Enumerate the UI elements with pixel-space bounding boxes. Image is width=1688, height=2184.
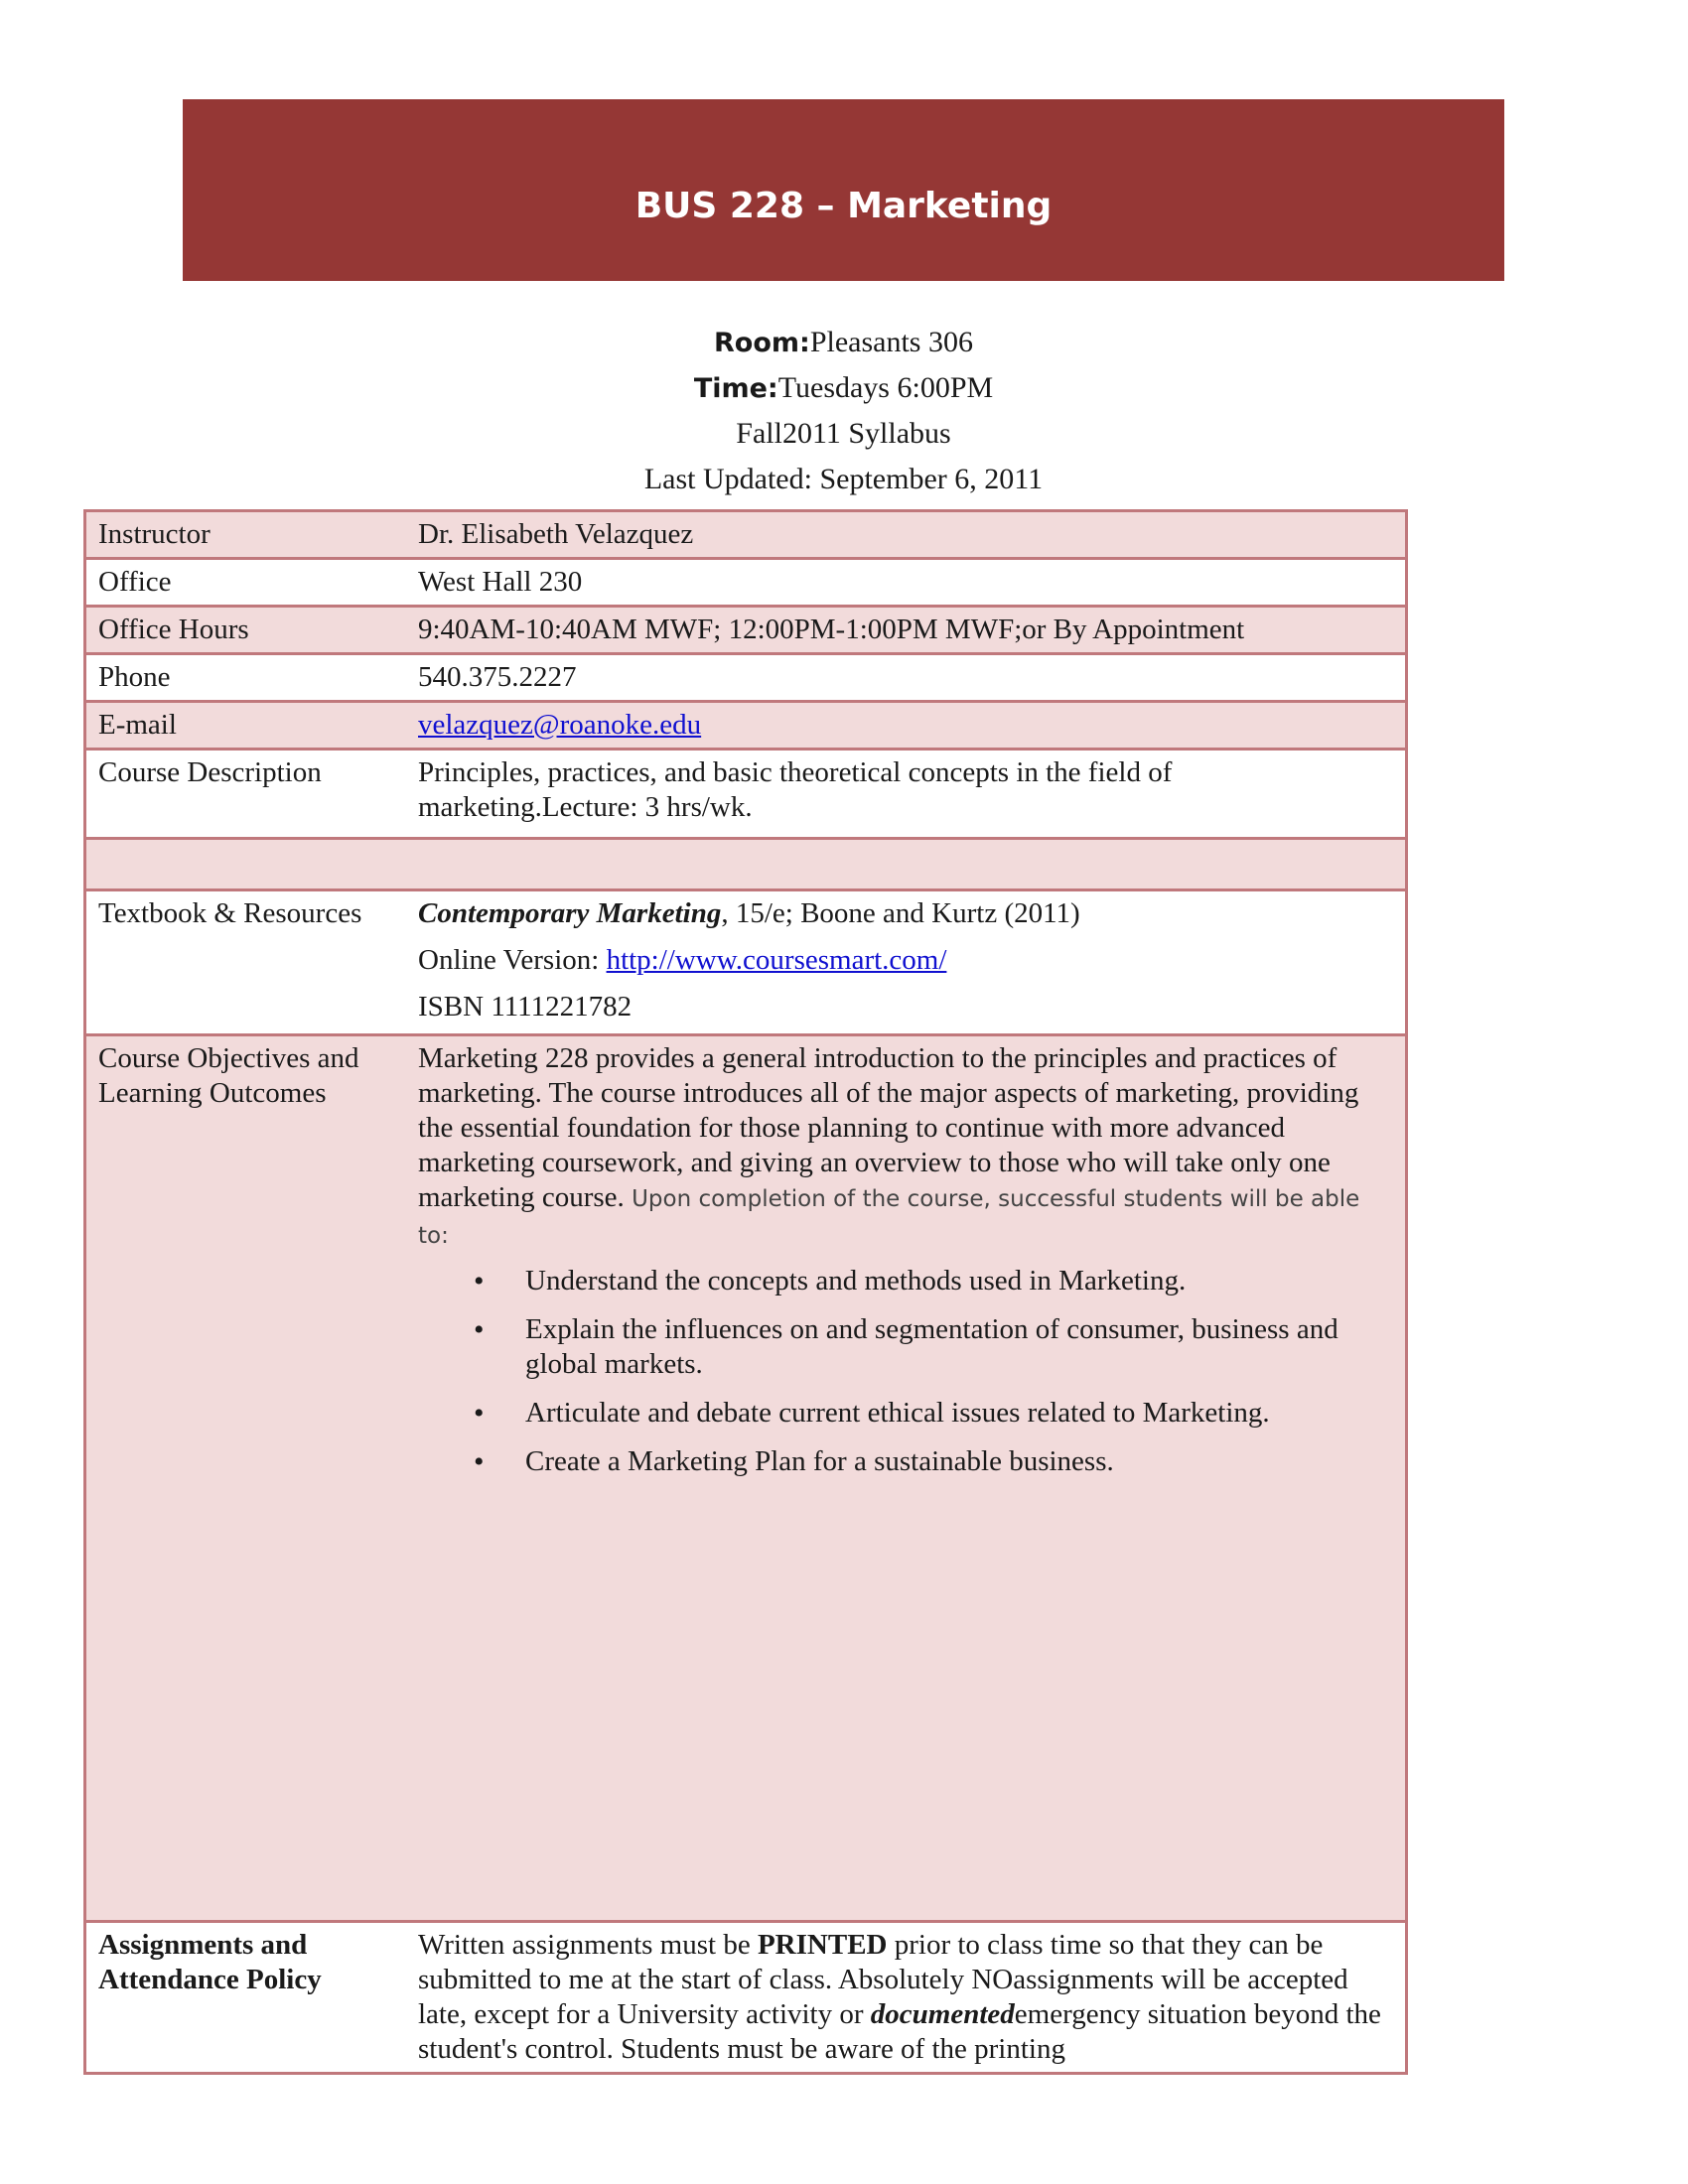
row-label: Course Description [85, 750, 407, 839]
list-item: • Understand the concepts and methods used in Marketing. [525, 1264, 1393, 1298]
time-line [183, 365, 1504, 411]
table-row [85, 890, 1407, 1035]
list-item: • Explain the influences on and segmentation of consumer, business and global markets. [525, 1312, 1393, 1382]
table-row [85, 750, 1407, 839]
row-label: Office Hours [85, 607, 407, 654]
table-row [85, 1035, 1407, 1922]
assignments-cell [406, 1922, 1407, 2074]
table-row [85, 1922, 1407, 2074]
syllabus-table [83, 509, 1408, 2075]
term-line: Fall2011 Syllabus [736, 417, 951, 450]
spacer-cell [85, 839, 407, 890]
room-value: Pleasants 306 [809, 326, 973, 358]
online-line [418, 943, 1393, 978]
title-banner [183, 99, 1504, 281]
row-label [85, 1922, 407, 2074]
assignments-emphasis: documented [870, 1998, 1015, 2030]
online-label: Online Version: [418, 944, 607, 976]
objectives-cell [406, 1035, 1407, 1922]
assignments-text: emergency situation beyond the student's control. Students must be aware of the printing [418, 1998, 1381, 2065]
row-label: Phone [85, 654, 407, 702]
list-item: • Articulate and debate current ethical issues related to Marketing. [525, 1396, 1393, 1431]
spacer-cell [406, 839, 1407, 890]
assignments-text: Written assignments must be [418, 1929, 758, 1961]
objectives-list [418, 1264, 1393, 1479]
office-hours-value: 9:40AM-10:40AM MWF; 12:00PM-1:00PM MWF;or By Appointment [406, 607, 1407, 654]
row-label: Textbook & Resources [85, 890, 407, 1035]
room-label: Room: [714, 328, 810, 358]
online-link[interactable]: http://www.coursesmart.com/ [606, 944, 947, 976]
description-value: Principles, practices, and basic theoretical concepts in the field of marketing.Lecture: 3 hrs/wk. [406, 750, 1407, 839]
objectives-intro [418, 1041, 1393, 1254]
row-label: Office [85, 559, 407, 607]
row-label: E-mail [85, 702, 407, 750]
textbook-cell [406, 890, 1407, 1035]
assignments-emphasis: PRINTED [757, 1929, 888, 1961]
phone-value: 540.375.2227 [406, 654, 1407, 702]
table-row [85, 702, 1407, 750]
row-label: Instructor [85, 511, 407, 559]
spacer-row [85, 839, 1407, 890]
assignments-text: prior to class time so that they can be submitted to me at the start of class. Absolutely NOassignments will be accepted late, except for a University activity or [418, 1929, 1348, 2030]
table-row [85, 607, 1407, 654]
textbook-line [418, 896, 1393, 931]
table-row [85, 559, 1407, 607]
email-link[interactable]: velazquez@roanoke.edu [418, 709, 702, 741]
page-title: BUS 228 – Marketing [634, 186, 1053, 226]
email-cell [406, 702, 1407, 750]
textbook-details: , 15/e; Boone and Kurtz (2011) [721, 897, 1080, 929]
isbn: ISBN 1111221782 [418, 991, 633, 1023]
time-label: Time: [693, 373, 778, 404]
course-meta [183, 320, 1504, 502]
time-value: Tuesdays 6:00PM [777, 371, 994, 404]
objectives-text: Marketing 228 provides a general introduction to the principles and practices of marketing. The course introduces all of the major aspects of marketing, providing the essential foundation for those planning to continue with more advanced marketing coursework, and giving an overview to those who will take only one marketing course. [418, 1042, 1359, 1213]
textbook-title: Contemporary Marketing [418, 897, 722, 929]
table-row [85, 654, 1407, 702]
updated-line: Last Updated: September 6, 2011 [643, 463, 1044, 495]
row-label: Course Objectives and Learning Outcomes [85, 1035, 407, 1922]
objectives-lead-in: Upon completion of the course, successful students will be able to: [418, 1186, 1360, 1249]
room-line [183, 320, 1504, 365]
office-value: West Hall 230 [406, 559, 1407, 607]
assignments-label: Assignments and Attendance Policy [98, 1929, 322, 1995]
list-item: • Create a Marketing Plan for a sustainable business. [525, 1444, 1393, 1479]
table-row [85, 511, 1407, 559]
instructor-value: Dr. Elisabeth Velazquez [406, 511, 1407, 559]
